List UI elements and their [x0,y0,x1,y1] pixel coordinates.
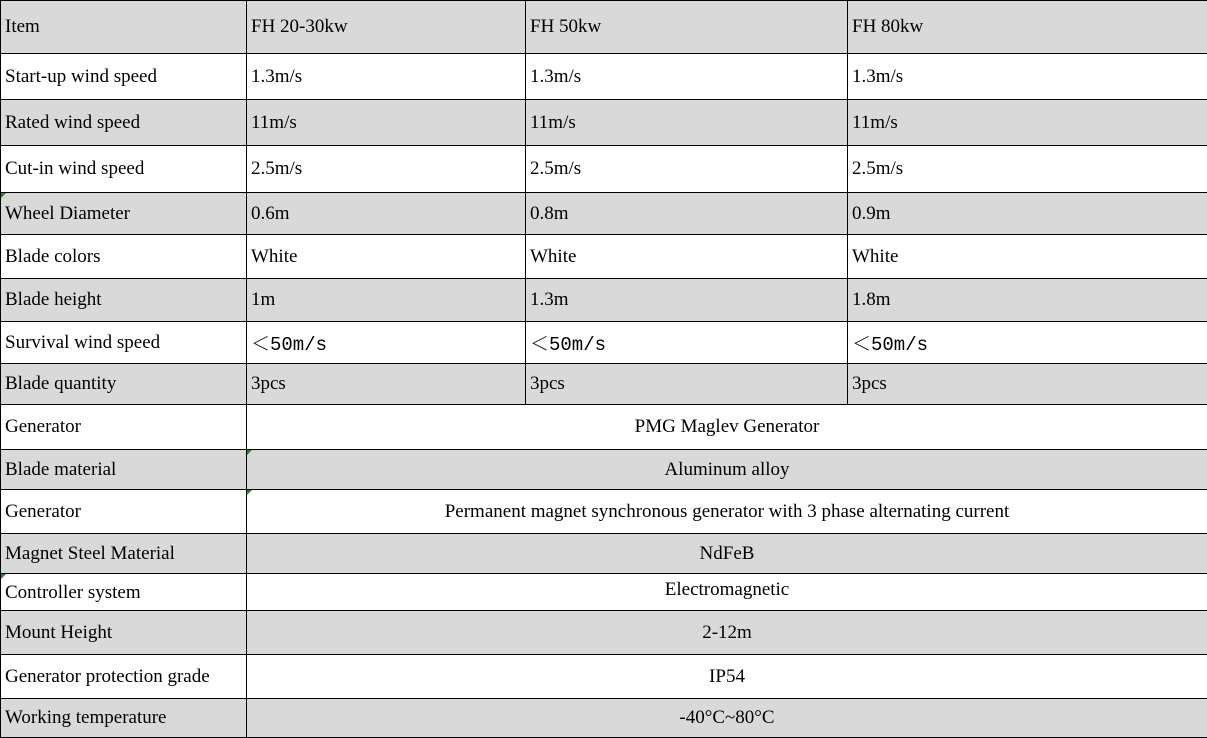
row-label: Rated wind speed [1,100,247,146]
row-label: Survival wind speed [1,322,247,364]
cell-value: 2.5m/s [526,146,848,193]
cell-value: 2.5m/s [848,146,1207,193]
cell-value: 11m/s [526,100,848,146]
header-row [1,1,1207,54]
table-row [1,699,1207,738]
cell-value: 1.3m/s [247,54,526,100]
cell-value: 0.8m [526,193,848,235]
table-row [1,235,1207,279]
row-label: Wheel Diameter [1,193,247,235]
merged-value: PMG Maglev Generator [247,405,1207,450]
table-row [1,611,1207,655]
cell-value: 3pcs [848,364,1207,405]
row-label: Mount Height [1,611,247,655]
header-fh-80kw: FH 80kw [848,1,1207,54]
table-row [1,193,1207,235]
cell-value: 11m/s [247,100,526,146]
header-fh-50kw: FH 50kw [526,1,848,54]
cell-value: 0.9m [848,193,1207,235]
row-label: Working temperature [1,699,247,738]
row-label: Blade material [1,450,247,490]
table-row [1,574,1207,611]
cell-value: 0.6m [247,193,526,235]
cell-value: ＜50m/s [848,322,1207,364]
cell-value: 1.8m [848,279,1207,322]
merged-value: IP54 [247,655,1207,699]
cell-value: ＜50m/s [247,322,526,364]
cell-value: 1m [247,279,526,322]
table-row [1,490,1207,534]
cell-value: 1.3m [526,279,848,322]
header-item: Item [1,1,247,54]
table-row [1,54,1207,100]
table-row [1,322,1207,364]
cell-value: White [848,235,1207,279]
row-label: Controller system [1,574,247,611]
cell-value: ＜50m/s [526,322,848,364]
row-label: Generator protection grade [1,655,247,699]
row-label: Blade colors [1,235,247,279]
merged-value: 2-12m [247,611,1207,655]
cell-value: White [247,235,526,279]
table-row [1,279,1207,322]
merged-value: Permanent magnet synchronous generator with 3 phase alternating current [247,490,1207,534]
merged-value: Aluminum alloy [247,450,1207,490]
header-fh-20-30kw: FH 20-30kw [247,1,526,54]
cell-value: 2.5m/s [247,146,526,193]
cell-value: 3pcs [526,364,848,405]
cell-value: 1.3m/s [526,54,848,100]
cell-value: 1.3m/s [848,54,1207,100]
row-label: Generator [1,490,247,534]
table-row [1,364,1207,405]
table-row [1,405,1207,450]
merged-value: Electromagnetic [247,574,1207,611]
cell-value: 11m/s [848,100,1207,146]
row-label: Cut-in wind speed [1,146,247,193]
row-label: Blade height [1,279,247,322]
table-row [1,655,1207,699]
row-label: Generator [1,405,247,450]
row-label: Blade quantity [1,364,247,405]
merged-value: NdFeB [247,534,1207,574]
table-row [1,450,1207,490]
row-label: Start-up wind speed [1,54,247,100]
table-row [1,100,1207,146]
cell-value: 3pcs [247,364,526,405]
merged-value: -40°C~80°C [247,699,1207,738]
cell-value: White [526,235,848,279]
table-row [1,146,1207,193]
row-label: Magnet Steel Material [1,534,247,574]
table-row [1,534,1207,574]
